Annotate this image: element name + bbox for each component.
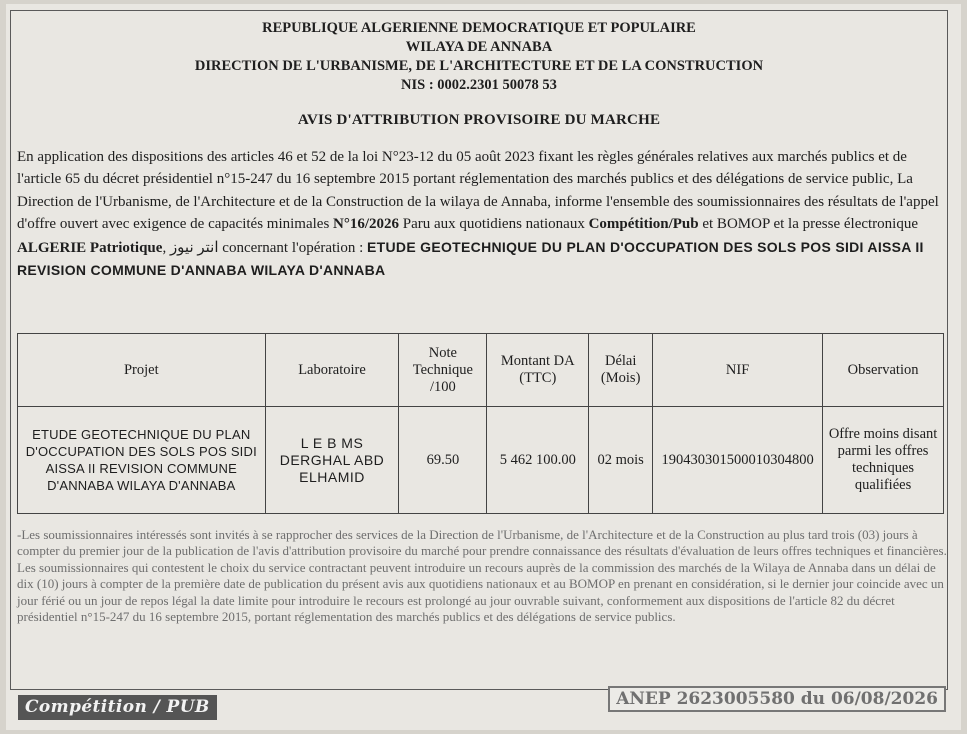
- note-appeal: Les soumissionnaires qui contestent le choix du service contractant peuvent introduire un recours auprès de la commission des marchés de la Wilaya de Annaba dans un délai de dix (10) jours à compter de la première date de publication du présent avis aux quotidiens nationaux et au BOMOP en prenant en considération, si le dernier jour coincide avec un jour férié ou un jour de repos légal la date limite pour introduire le recours est prolongé au jour ouvrable suivant, conformement aux dispositions de l'article 82 du décret présidentiel n°15-247 du 16 septembre 2015, portant réglementation des marchés publics et des délégations de service publics.: [17, 559, 944, 625]
- cell-projet: ETUDE GEOTECHNIQUE DU PLAN D'OCCUPATION DES SOLS POS SIDI AISSA II REVISION COMMUNE D'ANNABA WILAYA D'ANNABA: [18, 407, 266, 514]
- col-observation: Observation: [823, 334, 944, 407]
- note-consultation: -Les soumissionnaires intéressés sont invités à se rapprocher des services de la Direction de l'Urbanisme, de l'Architecture et de la Construction au plus tard trois (03) jours à compter du premier jour de la publication de l'avis d'attribution provisoire du marché pour prendre connaissance des résultats d'évaluation de leurs offres techniques et financières.: [17, 527, 947, 559]
- newspaper-name: Compétition/Pub: [588, 216, 699, 233]
- header-direction: DIRECTION DE L'URBANISME, DE L'ARCHITECTURE ET DE LA CONSTRUCTION: [194, 58, 764, 74]
- header-wilaya: WILAYA DE ANNABA: [405, 39, 553, 55]
- e-press-name: ALGERIE Patriotique: [17, 239, 163, 256]
- table-header-row: [18, 334, 944, 407]
- notes-section: [17, 527, 947, 625]
- cell-delai: 02 mois: [589, 407, 653, 514]
- cell-laboratoire: L E B MS DERGHAL ABD ELHAMID: [265, 407, 399, 514]
- results-table: [17, 333, 944, 514]
- table-row: [18, 407, 944, 514]
- body-part3: et BOMOP et la presse électronique: [698, 216, 918, 233]
- anep-reference: ANEP 2623005580 du 06/08/2026: [608, 686, 946, 712]
- body-part2: Paru aux quotidiens nationaux: [399, 216, 589, 233]
- col-delai: Délai (Mois): [589, 334, 653, 407]
- notice-header: [11, 19, 947, 95]
- source-badge: Compétition / PUB: [18, 695, 217, 720]
- operation-name: ETUDE GEOTECHNIQUE DU PLAN D'OCCUPATION DES SOLS POS SIDI AISSA II REVISION COMMUNE D'ANNABA WILAYA D'ANNABA: [17, 238, 924, 279]
- cell-nif: 190430301500010304800: [653, 407, 823, 514]
- col-projet: Projet: [18, 334, 266, 407]
- notice-frame: [10, 10, 948, 690]
- cell-montant: 5 462 100.00: [487, 407, 589, 514]
- cell-note: 69.50: [399, 407, 487, 514]
- notice-body: [17, 146, 941, 282]
- cell-observation: Offre moins disant parmi les offres techniques qualifiées: [823, 407, 944, 514]
- notice-title: AVIS D'ATTRIBUTION PROVISOIRE DU MARCHE: [297, 112, 661, 128]
- col-montant: Montant DA (TTC): [487, 334, 589, 407]
- header-nis: NIS : 0002.2301 50078 53: [401, 77, 557, 93]
- header-republic: REPUBLIQUE ALGERIENNE DEMOCRATIQUE ET POPULAIRE: [262, 20, 696, 36]
- body-part4: , انتر نيوز concernant l'opération :: [162, 239, 368, 256]
- newspaper-clipping: [6, 4, 961, 730]
- col-laboratoire: Laboratoire: [265, 334, 399, 407]
- body-part1: En application des dispositions des articles 46 et 52 de la loi N°23-12 du 05 août 2023 fixant les règles générales relatives aux marchés publics et de l'article 65 du décret présidentiel n°15-247 du 16 septembre 2015 portant réglementation des marchés publics et des délégations de service public, La Direction de l'Urbanisme, de l'Architecture et de la Construction de la wilaya de Annaba, informe l'ensemble des soumissionnaires des résultats de l'appel d'offre ouvert avec exigence de capacités minimales: [17, 149, 939, 233]
- col-note: Note Technique /100: [399, 334, 487, 407]
- col-nif: NIF: [653, 334, 823, 407]
- tender-number: N°16/2026: [333, 216, 400, 233]
